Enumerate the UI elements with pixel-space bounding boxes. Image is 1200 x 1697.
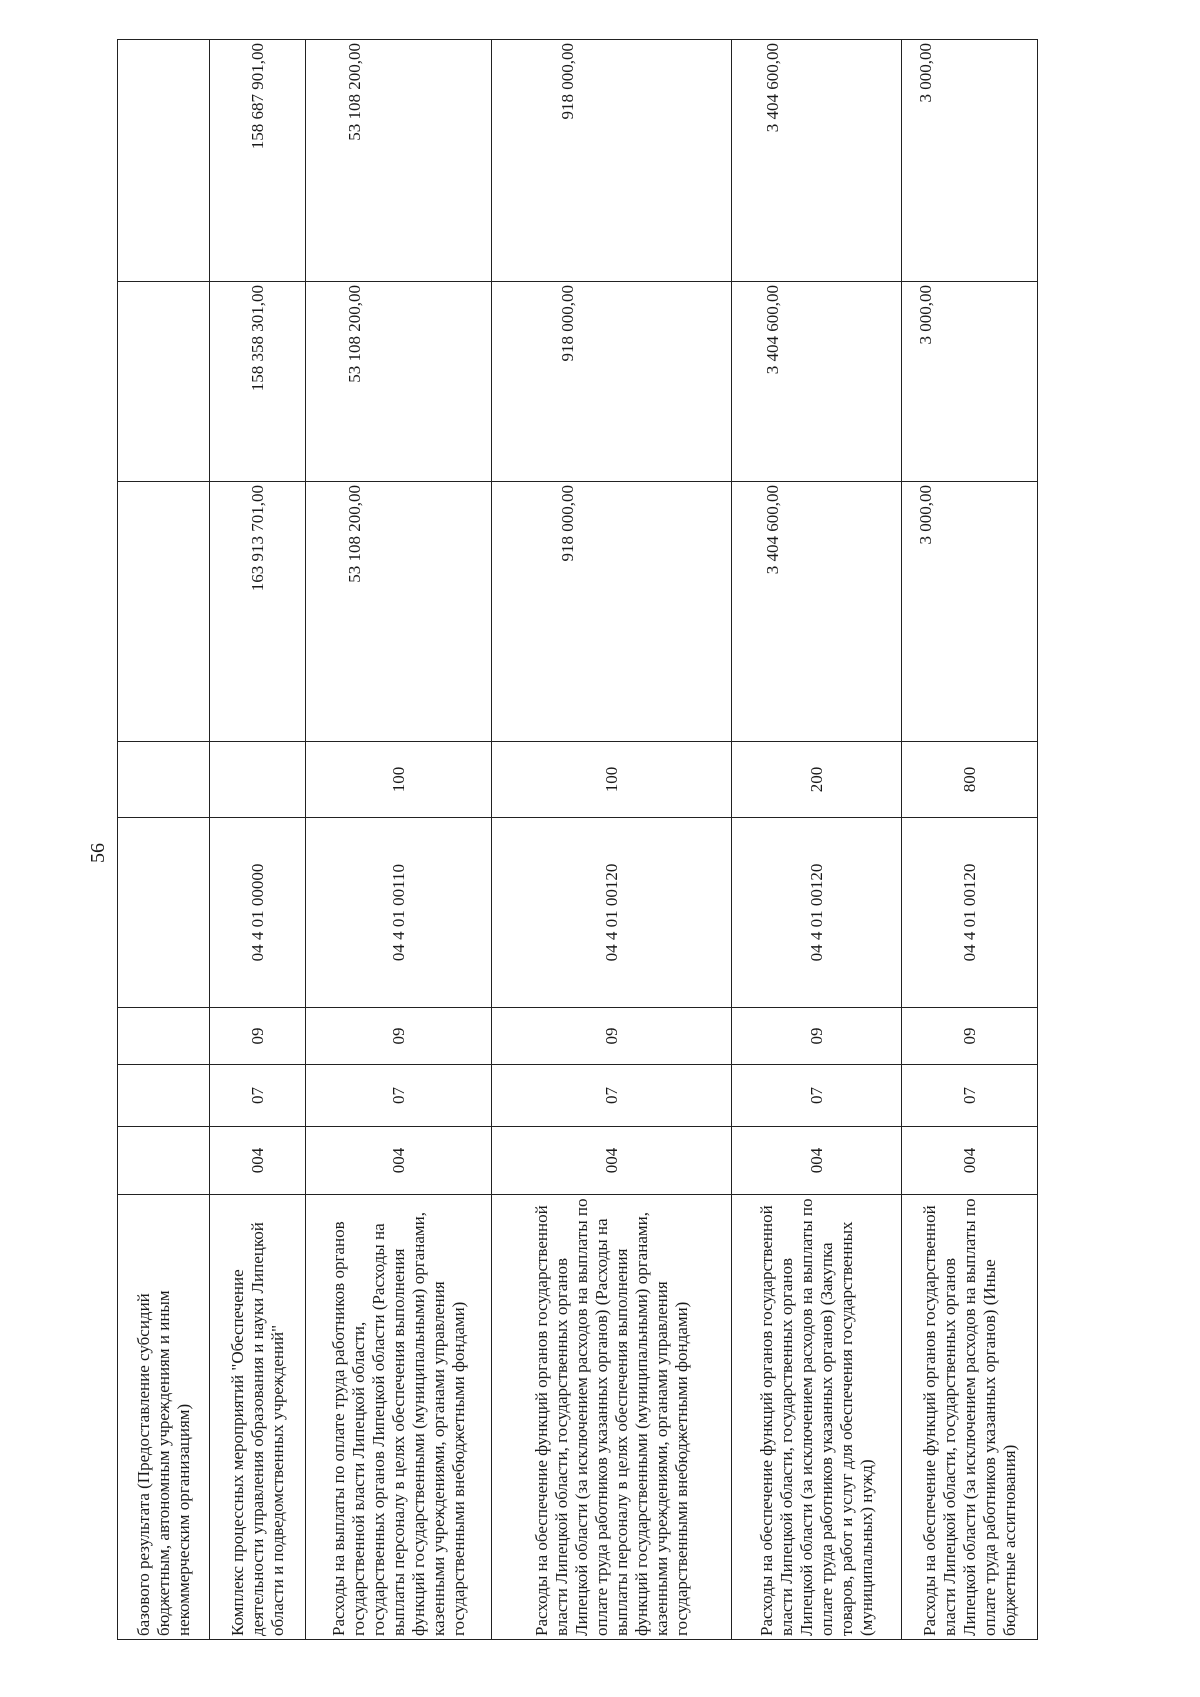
target-article-code: 04 4 01 00110 xyxy=(306,818,492,1008)
rotated-table-container xyxy=(117,40,1037,1640)
row-description: Комплекс процессных мероприятий "Обеспечение деятельности управления образования и науки Липецкой области и подведомственных учреждений" xyxy=(210,1195,306,1640)
subsection-code: 09 xyxy=(210,1008,306,1065)
section-code: 07 xyxy=(210,1065,306,1127)
ministry-code: 004 xyxy=(210,1127,306,1195)
ministry-code: 004 xyxy=(492,1127,732,1195)
target-article-code: 04 4 01 00120 xyxy=(732,818,902,1008)
sum-year-2: 3 404 600,00 xyxy=(732,282,902,482)
table-row xyxy=(210,40,306,1640)
expense-type-code: 800 xyxy=(902,742,1038,818)
table-row xyxy=(902,40,1038,1640)
sum-year-3 xyxy=(118,40,210,282)
subsection-code: 09 xyxy=(306,1008,492,1065)
sum-year-3: 53 108 200,00 xyxy=(306,40,492,282)
row-description: базового результата (Предоставление субсидий бюджетным, автономным учреждениям и иным некоммерческим организациям) xyxy=(118,1195,210,1640)
target-article-code: 04 4 01 00120 xyxy=(492,818,732,1008)
sum-year-1 xyxy=(118,482,210,742)
sum-year-3: 3 404 600,00 xyxy=(732,40,902,282)
table-row xyxy=(306,40,492,1640)
row-description: Расходы на обеспечение функций органов государственной власти Липецкой области, государственных органов Липецкой области (за исключением расходов на выплаты по оплате труда работников указанных органов) (Расходы на выплаты персоналу в целях обеспечения выполнения функций государственными (муниципальными) органами, казенными учреждениями, органами управления государственными внебюджетными фондами) xyxy=(492,1195,732,1640)
section-code: 07 xyxy=(492,1065,732,1127)
sum-year-1: 163 913 701,00 xyxy=(210,482,306,742)
ministry-code: 004 xyxy=(902,1127,1038,1195)
subsection-code: 09 xyxy=(902,1008,1038,1065)
expense-type-code: 200 xyxy=(732,742,902,818)
subsection-code xyxy=(118,1008,210,1065)
sum-year-2: 918 000,00 xyxy=(492,282,732,482)
section-code: 07 xyxy=(306,1065,492,1127)
row-description: Расходы на обеспечение функций органов государственной власти Липецкой области, государственных органов Липецкой области (за исключением расходов на выплаты по оплате труда работников указанных органов) (Иные бюджетные ассигнования) xyxy=(902,1195,1038,1640)
sum-year-1: 3 000,00 xyxy=(902,482,1038,742)
expense-type-code: 100 xyxy=(492,742,732,818)
table-row xyxy=(118,40,210,1640)
sum-year-2: 158 358 301,00 xyxy=(210,282,306,482)
section-code: 07 xyxy=(732,1065,902,1127)
expense-type-code xyxy=(118,742,210,818)
row-description: Расходы на выплаты по оплате труда работников органов государственной власти Липецкой области, государственных органов Липецкой области (Расходы на выплаты персоналу в целях обеспечения выполнения функций государственными (муниципальными) органами, казенными учреждениями, органами управления государственными внебюджетными фондами) xyxy=(306,1195,492,1640)
expense-type-code xyxy=(210,742,306,818)
budget-table xyxy=(117,39,1038,1640)
sum-year-1: 3 404 600,00 xyxy=(732,482,902,742)
sum-year-2 xyxy=(118,282,210,482)
section-code xyxy=(118,1065,210,1127)
target-article-code xyxy=(118,818,210,1008)
page-number: 56 xyxy=(87,843,109,863)
subsection-code: 09 xyxy=(492,1008,732,1065)
subsection-code: 09 xyxy=(732,1008,902,1065)
sum-year-1: 918 000,00 xyxy=(492,482,732,742)
row-description: Расходы на обеспечение функций органов государственной власти Липецкой области, государственных органов Липецкой области (за исключением расходов на выплаты по оплате труда работников указанных органов) (Закупка товаров, работ и услуг для обеспечения государственных (муниципальных) нужд) xyxy=(732,1195,902,1640)
table-row xyxy=(492,40,732,1640)
sum-year-1: 53 108 200,00 xyxy=(306,482,492,742)
ministry-code xyxy=(118,1127,210,1195)
sum-year-2: 53 108 200,00 xyxy=(306,282,492,482)
expense-type-code: 100 xyxy=(306,742,492,818)
sum-year-3: 158 687 901,00 xyxy=(210,40,306,282)
sum-year-2: 3 000,00 xyxy=(902,282,1038,482)
target-article-code: 04 4 01 00000 xyxy=(210,818,306,1008)
sum-year-3: 918 000,00 xyxy=(492,40,732,282)
table-row xyxy=(732,40,902,1640)
section-code: 07 xyxy=(902,1065,1038,1127)
ministry-code: 004 xyxy=(732,1127,902,1195)
ministry-code: 004 xyxy=(306,1127,492,1195)
target-article-code: 04 4 01 00120 xyxy=(902,818,1038,1008)
sum-year-3: 3 000,00 xyxy=(902,40,1038,282)
